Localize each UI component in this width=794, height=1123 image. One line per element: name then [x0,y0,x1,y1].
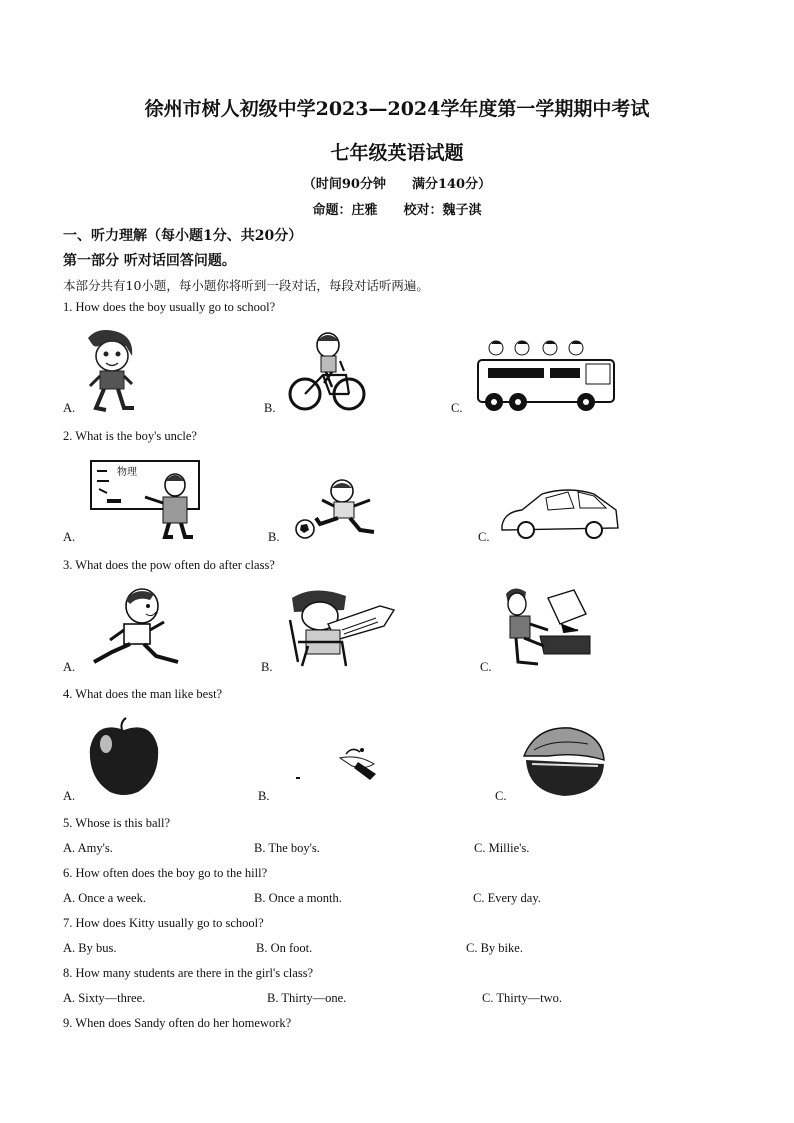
school-bus-icon [474,338,620,414]
q3-option-a: A. [63,660,76,674]
blackboard-text: 物理 [117,467,137,478]
q4-option-b: B. [258,789,270,803]
exam-score: 满分140分） [411,177,492,192]
question-1: 1. How does the boy usually go to school? [63,300,276,314]
exam-proofreader: 校对：魏子淇 [403,203,482,218]
q1-option-a: A. [63,401,76,415]
question-9: 9. When does Sandy often do her homework? [63,1016,292,1030]
question-8: 8. How many students are there in the girl's class? [63,966,314,980]
boy-on-bike-icon [288,331,366,413]
q2-option-a: A. [63,530,76,544]
q4-option-c: C. [495,789,507,803]
q2-option-b: B. [268,530,280,544]
question-4: 4. What does the man like best? [63,687,223,701]
car-icon [498,484,622,542]
q7-option-a: A. By bus. [63,941,117,955]
section-title: 一、听力理解（每小题1分、共20分） [63,228,303,244]
question-6: 6. How often does the boy go to the hill? [63,866,268,880]
q3-option-c: C. [480,660,492,674]
football-player-icon [294,478,390,542]
exam-time: （时间90分钟 [302,177,386,192]
exam-title: 徐州市树人初级中学2023—2024学年度第一学期期中考试 [144,98,650,120]
watermelon-icon [518,720,610,800]
question-7: 7. How does Kitty usually go to school? [63,916,264,930]
q7-option-b: B. On foot. [256,941,313,955]
instruction: 本部分共有10小题，每小题你将听到一段对话，每段对话听两遍。 [63,278,429,293]
q1-option-b: B. [264,401,276,415]
exam-staff [0,199,794,218]
boy-walking-icon [84,328,142,412]
q5-option-b: B. The boy's. [254,841,320,855]
question-5: 5. Whose is this ball? [63,816,171,830]
q5-option-c: C. Millie's. [474,841,530,855]
apple-icon [86,716,162,796]
q4-option-a: A. [63,789,76,803]
q8-option-a: A. Sixty—three. [63,991,146,1005]
boy-running-icon [90,586,182,670]
q2-option-c: C. [478,530,490,544]
exam-author: 命题：庄雅 [312,203,378,218]
q6-option-a: A. Once a week. [63,891,146,905]
boy-at-computer-icon [504,584,592,670]
exam-info [0,173,794,192]
q5-option-a: A. Amy's. [63,841,113,855]
q8-option-b: B. Thirty—one. [267,991,347,1005]
part-title: 第一部分 听对话回答问题。 [63,253,236,269]
teacher-at-blackboard-icon [89,459,201,539]
fish-icon [292,740,384,784]
boy-reading-icon [284,586,398,670]
q8-option-c: C. Thirty—two. [482,991,562,1005]
q3-option-b: B. [261,660,273,674]
q7-option-c: C. By bike. [466,941,523,955]
question-2: 2. What is the boy's uncle? [63,429,197,443]
exam-subtitle: 七年级英语试题 [330,142,464,164]
question-3: 3. What does the pow often do after class? [63,558,275,572]
q1-option-c: C. [451,401,463,415]
q6-option-b: B. Once a month. [254,891,342,905]
q6-option-c: C. Every day. [473,891,541,905]
